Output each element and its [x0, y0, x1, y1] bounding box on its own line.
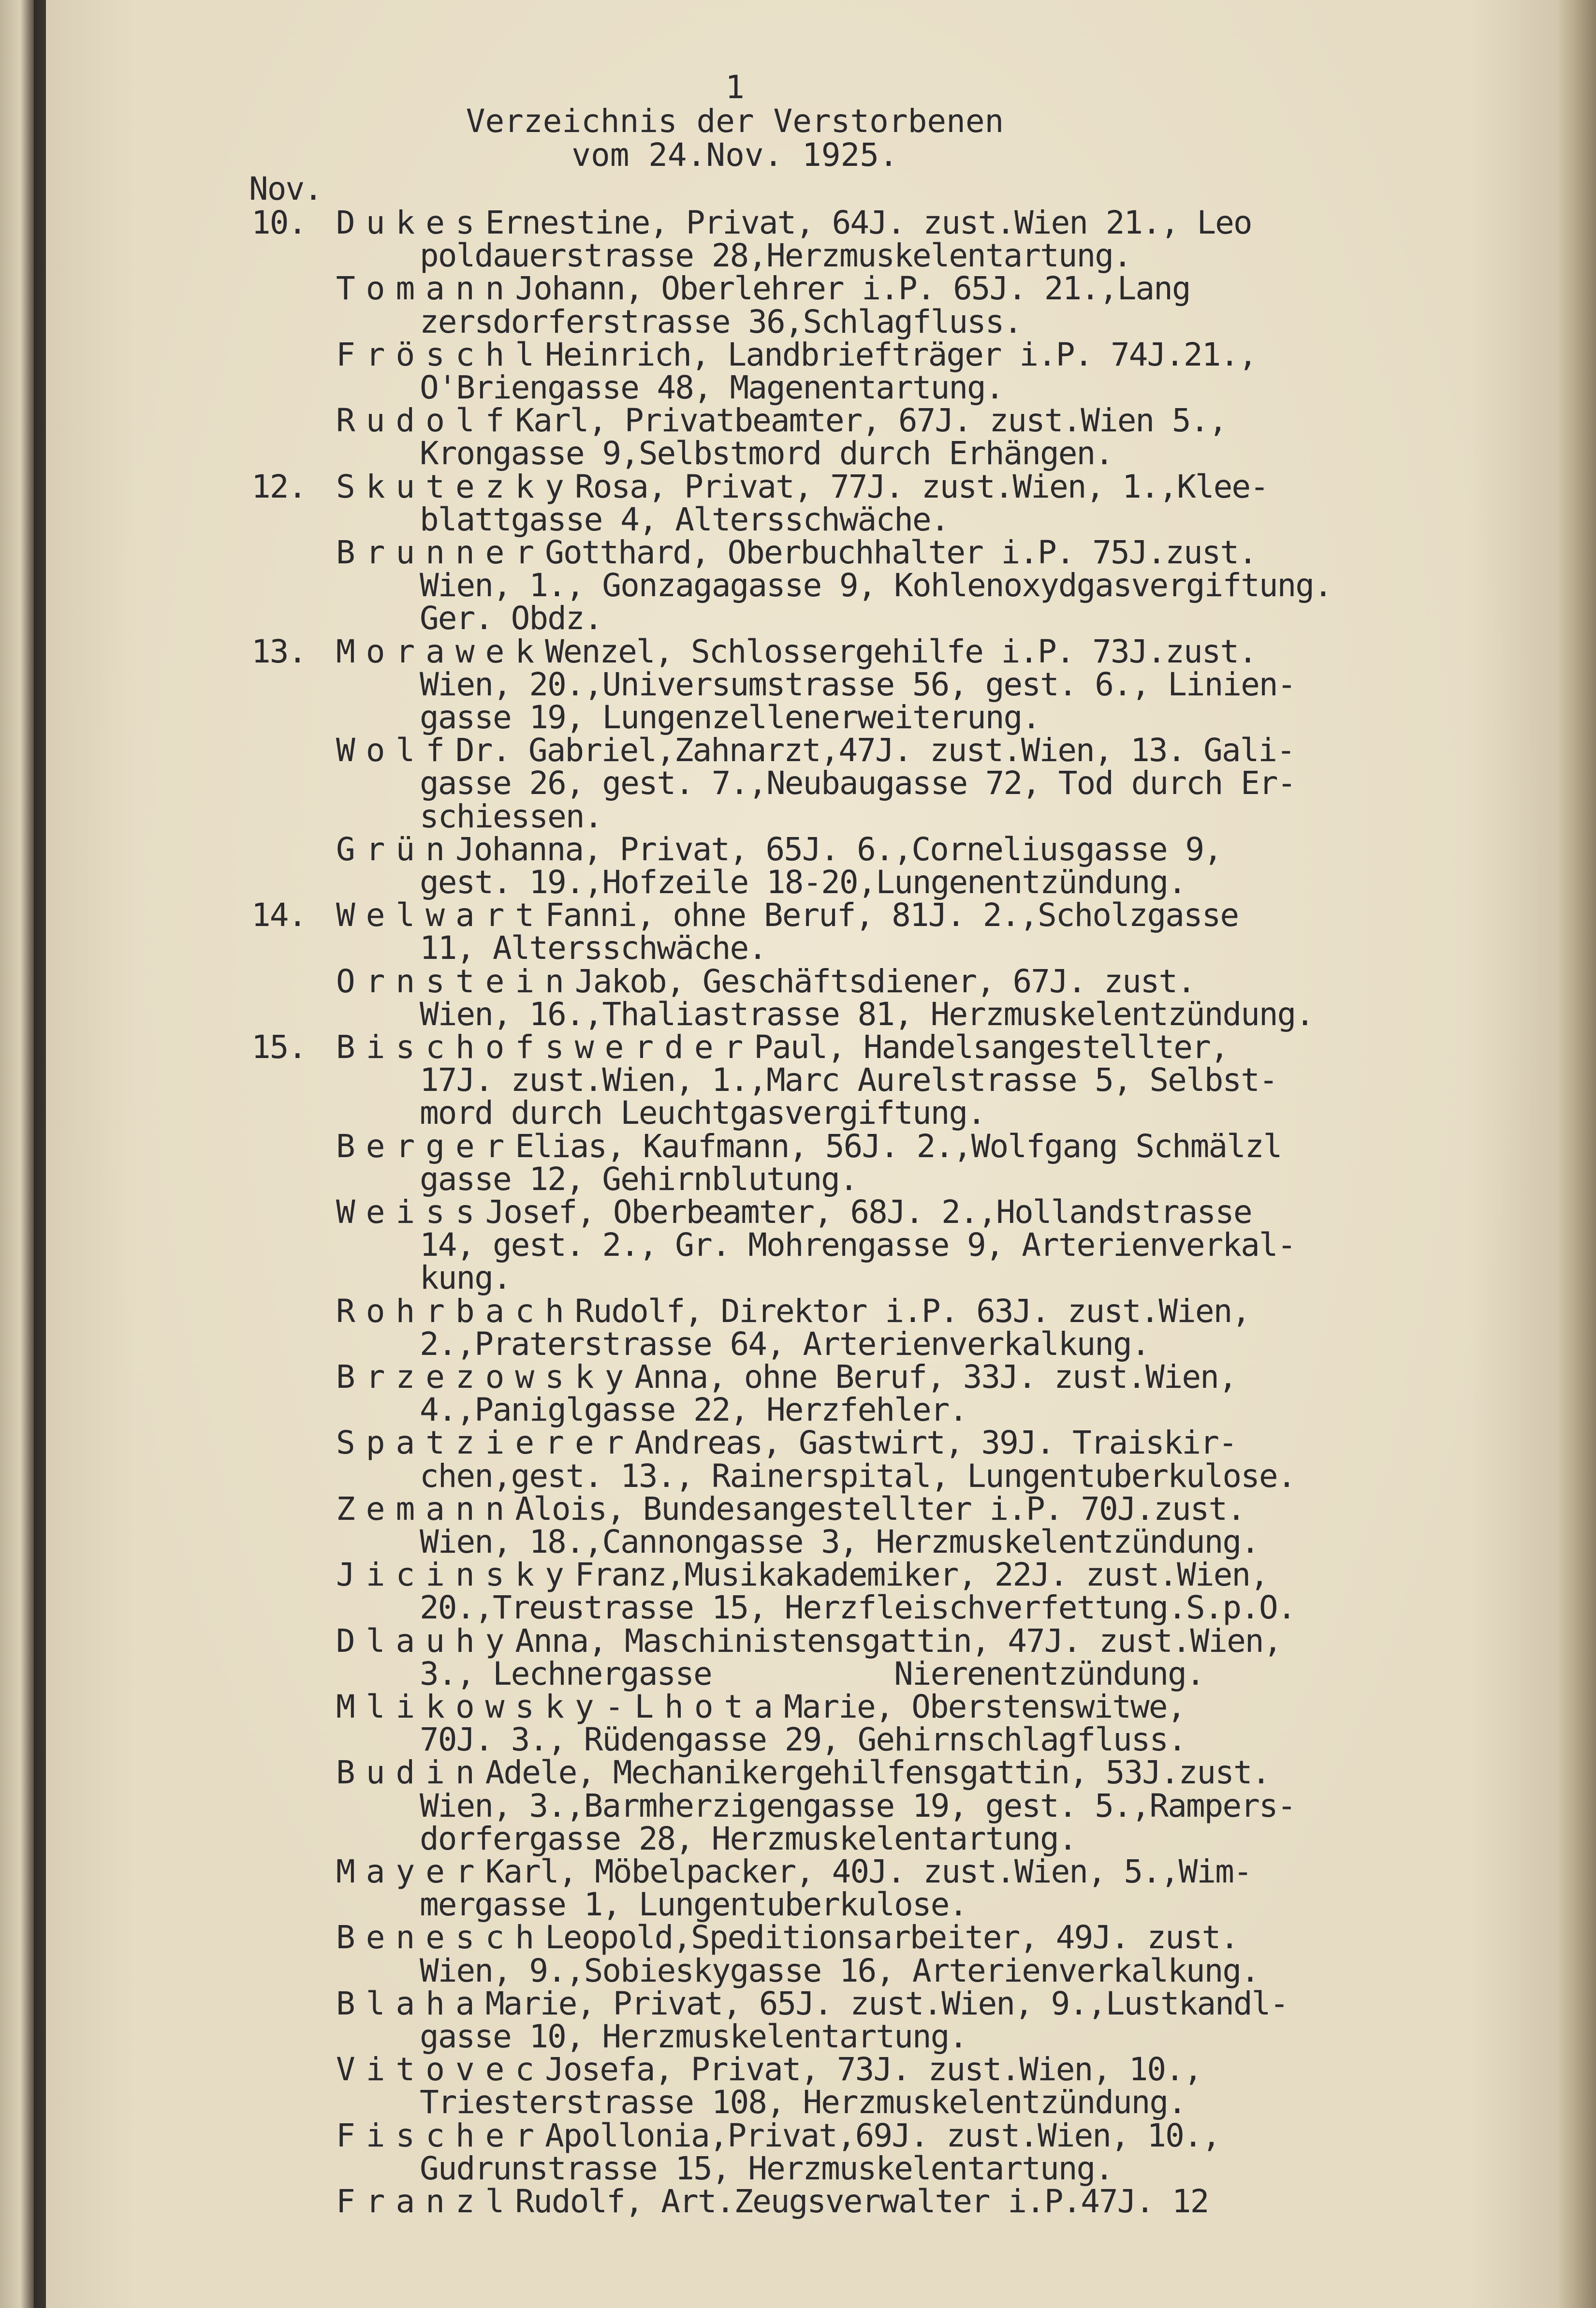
entry-surname: Benesch	[336, 1919, 545, 1956]
entry-text-line: Paul, Handelsangestellter,	[754, 1029, 1229, 1066]
entry-text-line: Wien, 18.,Cannongasse 3, Herzmuskelentzündung.	[420, 1523, 1259, 1560]
entry-surname: Dukes	[336, 204, 485, 241]
entry-text-line: Anna, Maschinistensgattin, 47J. zust.Wien,	[515, 1622, 1282, 1660]
entry-text-line: dorfergasse 28, Herzmuskelentartung.	[420, 1820, 1077, 1857]
entry-date: 13.	[251, 633, 307, 670]
entry-first-line	[336, 1853, 1252, 1890]
entry-surname: Tomann	[336, 270, 515, 307]
entry-text-line: Alois, Bundesangestellter i.P. 70J.zust.	[515, 1490, 1245, 1528]
entry-first-line	[336, 534, 1257, 571]
entry-text-line: Anna, ohne Beruf, 33J. zust.Wien,	[634, 1358, 1237, 1396]
entry-first-line	[336, 831, 1222, 868]
entry-text-line: Dr. Gabriel,Zahnarzt,47J. zust.Wien, 13. Gali-	[455, 732, 1295, 769]
entry-text-line: chen,gest. 13., Rainerspital, Lungentuberkulose.	[420, 1457, 1296, 1495]
entry-first-line	[336, 732, 1295, 769]
entry-text-line: Gotthard, Oberbuchhalter i.P. 75J.zust.	[545, 534, 1257, 571]
entry-surname: Brunner	[336, 534, 545, 571]
entry-text-line: Adele, Mechanikergehilfensgattin, 53J.zust.	[485, 1754, 1270, 1791]
entry-surname: Fröschl	[336, 336, 545, 373]
page-number: 1	[725, 69, 745, 106]
entry-date: 10.	[251, 204, 307, 241]
entry-text-line: Wien, 16.,Thaliastrasse 81, Herzmuskelentzündung.	[420, 996, 1314, 1033]
entry-text-line: Marie, Oberstenswitwe,	[784, 1688, 1186, 1725]
entry-first-line	[336, 2117, 1220, 2154]
entry-text-line: Josefa, Privat, 73J. zust.Wien, 10.,	[545, 2051, 1202, 2088]
entry-first-line	[336, 270, 1190, 307]
entry-surname: Spatzierer	[336, 1424, 635, 1461]
entry-text-line: Gudrunstrasse 15, Herzmuskelentartung.	[420, 2150, 1113, 2187]
entry-date: 14.	[251, 897, 307, 934]
entry-surname: Fischer	[336, 2117, 545, 2154]
entry-text-line: 17J. zust.Wien, 1.,Marc Aurelstrasse 5, Selbst-	[420, 1061, 1277, 1099]
entry-surname: Rudolf	[336, 402, 515, 439]
entry-text-line: 14, gest. 2., Gr. Mohrengasse 9, Arterienverkal-	[420, 1226, 1296, 1264]
entry-surname: Grün	[336, 831, 455, 868]
entry-text-line: Johann, Oberlehrer i.P. 65J. 21.,Lang	[515, 270, 1190, 307]
entry-surname: Rohrbach	[336, 1293, 575, 1330]
entry-surname: Ornstein	[336, 963, 575, 1000]
entry-text-line: Marie, Privat, 65J. zust.Wien, 9.,Lustkandl-	[485, 1985, 1289, 2022]
entry-text-line: 20.,Treustrasse 15, Herzfleischverfettung.S.p.O.	[420, 1589, 1296, 1626]
entry-surname: Franzl	[336, 2183, 515, 2220]
entry-first-line	[336, 1358, 1237, 1396]
entry-first-line	[336, 1688, 1186, 1725]
entry-first-line	[336, 1424, 1237, 1461]
entry-first-line	[336, 1985, 1289, 2022]
entry-first-line	[336, 2183, 1209, 2220]
entry-text-line: kung.	[420, 1259, 511, 1296]
entry-text-line: Triesterstrasse 108, Herzmuskelentzündung.	[420, 2084, 1186, 2121]
entry-text-line: Ernestine, Privat, 64J. zust.Wien 21., Leo	[485, 204, 1252, 241]
entry-text-line: Leopold,Speditionsarbeiter, 49J. zust.	[545, 1919, 1239, 1956]
entry-text-line: 11, Altersschwäche.	[420, 929, 766, 967]
entry-text-line: Rosa, Privat, 77J. zust.Wien, 1.,Klee-	[574, 468, 1268, 505]
entry-text-line: Jakob, Geschäftsdiener, 67J. zust.	[574, 963, 1195, 1000]
entry-first-line	[336, 1556, 1268, 1593]
entry-date: 12.	[251, 468, 307, 505]
entry-text-line: 3., Lechnergasse Nierenentzündung.	[420, 1655, 1204, 1692]
entry-surname: Brzezowsky	[336, 1358, 635, 1396]
entry-text-line: schiessen.	[420, 798, 602, 835]
entry-text-line: Franz,Musikakademiker, 22J. zust.Wien,	[574, 1556, 1268, 1593]
entry-text-line: Rudolf, Direktor i.P. 63J. zust.Wien,	[574, 1293, 1250, 1330]
entry-text-line: Ger. Obdz.	[420, 600, 602, 637]
month-label: Nov.	[249, 170, 322, 207]
entry-first-line	[336, 1754, 1270, 1791]
entry-text-line: 4.,Paniglgasse 22, Herzfehler.	[420, 1391, 967, 1428]
entry-text-line: Rudolf, Art.Zeugsverwalter i.P.47J. 12	[515, 2183, 1209, 2220]
entry-text-line: Karl, Möbelpacker, 40J. zust.Wien, 5.,Wim-	[485, 1853, 1252, 1890]
entry-surname: Dlauhy	[336, 1622, 515, 1660]
entry-first-line	[336, 1293, 1250, 1330]
entry-text-line: O'Briengasse 48, Magenentartung.	[420, 369, 1004, 406]
entry-text-line: Heinrich, Landbriefträger i.P. 74J.21.,	[545, 336, 1257, 373]
entry-text-line: gasse 10, Herzmuskelentartung.	[420, 2018, 967, 2055]
entry-text-line: zersdorferstrasse 36,Schlagfluss.	[420, 303, 1022, 340]
entry-first-line	[336, 468, 1268, 505]
entry-text-line: Apollonia,Privat,69J. zust.Wien, 10.,	[545, 2117, 1220, 2154]
entry-text-line: 2.,Praterstrasse 64, Arterienverkalkung.	[420, 1325, 1150, 1363]
entry-text-line: 70J. 3., Rüdengasse 29, Gehirnschlagfluss.	[420, 1721, 1186, 1758]
entry-first-line	[336, 402, 1227, 439]
entry-surname: Berger	[336, 1128, 515, 1165]
entry-surname: Morawek	[336, 633, 545, 670]
entry-text-line: Johanna, Privat, 65J. 6.,Corneliusgasse 9,	[455, 831, 1222, 868]
entry-surname: Zemann	[336, 1490, 515, 1528]
entry-first-line	[336, 336, 1257, 373]
entry-surname: Wolf	[336, 732, 455, 769]
entry-first-line	[336, 2051, 1202, 2088]
entry-first-line	[336, 1128, 1282, 1165]
document-subtitle: vom 24.Nov. 1925.	[571, 136, 898, 174]
entry-text-line: gest. 19.,Hofzeile 18-20,Lungenentzündung.	[420, 864, 1186, 901]
entry-text-line: Wien, 3.,Barmherzigengasse 19, gest. 5.,Rampers-	[420, 1787, 1296, 1824]
entry-first-line	[336, 1919, 1239, 1956]
entry-text-line: Josef, Oberbeamter, 68J. 2.,Hollandstrasse	[485, 1193, 1252, 1231]
entry-first-line	[336, 204, 1252, 241]
entry-surname: Skutezky	[336, 468, 575, 505]
entry-surname: Weiss	[336, 1193, 485, 1231]
entry-text-line: blattgasse 4, Altersschwäche.	[420, 501, 949, 538]
entry-first-line	[336, 963, 1195, 1000]
entry-first-line	[336, 1029, 1229, 1066]
entry-text-line: mergasse 1, Lungentuberkulose.	[420, 1886, 967, 1923]
entry-text-line: Wien, 9.,Sobieskygasse 16, Arterienverkalkung.	[420, 1952, 1259, 1989]
entry-text-line: Elias, Kaufmann, 56J. 2.,Wolfgang Schmälzl	[515, 1128, 1282, 1165]
entry-text-line: Andreas, Gastwirt, 39J. Traiskir-	[634, 1424, 1237, 1461]
entry-first-line	[336, 1490, 1245, 1528]
entry-first-line	[336, 1622, 1282, 1660]
entry-first-line	[336, 897, 1239, 934]
entry-text-line: poldauerstrasse 28,Herzmuskelentartung.	[420, 237, 1131, 274]
entry-surname: Welwart	[336, 897, 545, 934]
entry-text-line: Wien, 20.,Universumstrasse 56, gest. 6., Linien-	[420, 666, 1296, 703]
entry-text-line: Wien, 1., Gonzagagasse 9, Kohlenoxydgasvergiftung.	[420, 567, 1332, 604]
entry-surname: Blaha	[336, 1985, 485, 2022]
document-title: Verzeichnis der Verstorbenen	[466, 103, 1004, 140]
entry-text-line: Fanni, ohne Beruf, 81J. 2.,Scholzgasse	[545, 897, 1239, 934]
entry-surname: Jicinsky	[336, 1556, 575, 1593]
entry-text-line: gasse 26, gest. 7.,Neubaugasse 72, Tod durch Er-	[420, 764, 1296, 802]
entry-text-line: gasse 19, Lungenzellenerweiterung.	[420, 699, 1040, 736]
entry-surname: Bischofswerder	[336, 1029, 754, 1066]
entry-surname: Mlikowsky-Lhota	[336, 1688, 784, 1725]
entry-text-line: mord durch Leuchtgasvergiftung.	[420, 1094, 985, 1132]
entry-first-line	[336, 1193, 1252, 1231]
entry-text-line: Karl, Privatbeamter, 67J. zust.Wien 5.,	[515, 402, 1227, 439]
entry-first-line	[336, 633, 1257, 670]
entry-text-line: Krongasse 9,Selbstmord durch Erhängen.	[420, 435, 1113, 472]
entry-surname: Budin	[336, 1754, 485, 1791]
entry-text-line: gasse 12, Gehirnblutung.	[420, 1161, 858, 1198]
entry-text-line: Wenzel, Schlossergehilfe i.P. 73J.zust.	[545, 633, 1257, 670]
entry-surname: Vitovec	[336, 2051, 545, 2088]
entry-surname: Mayer	[336, 1853, 485, 1890]
entry-date: 15.	[251, 1029, 307, 1066]
